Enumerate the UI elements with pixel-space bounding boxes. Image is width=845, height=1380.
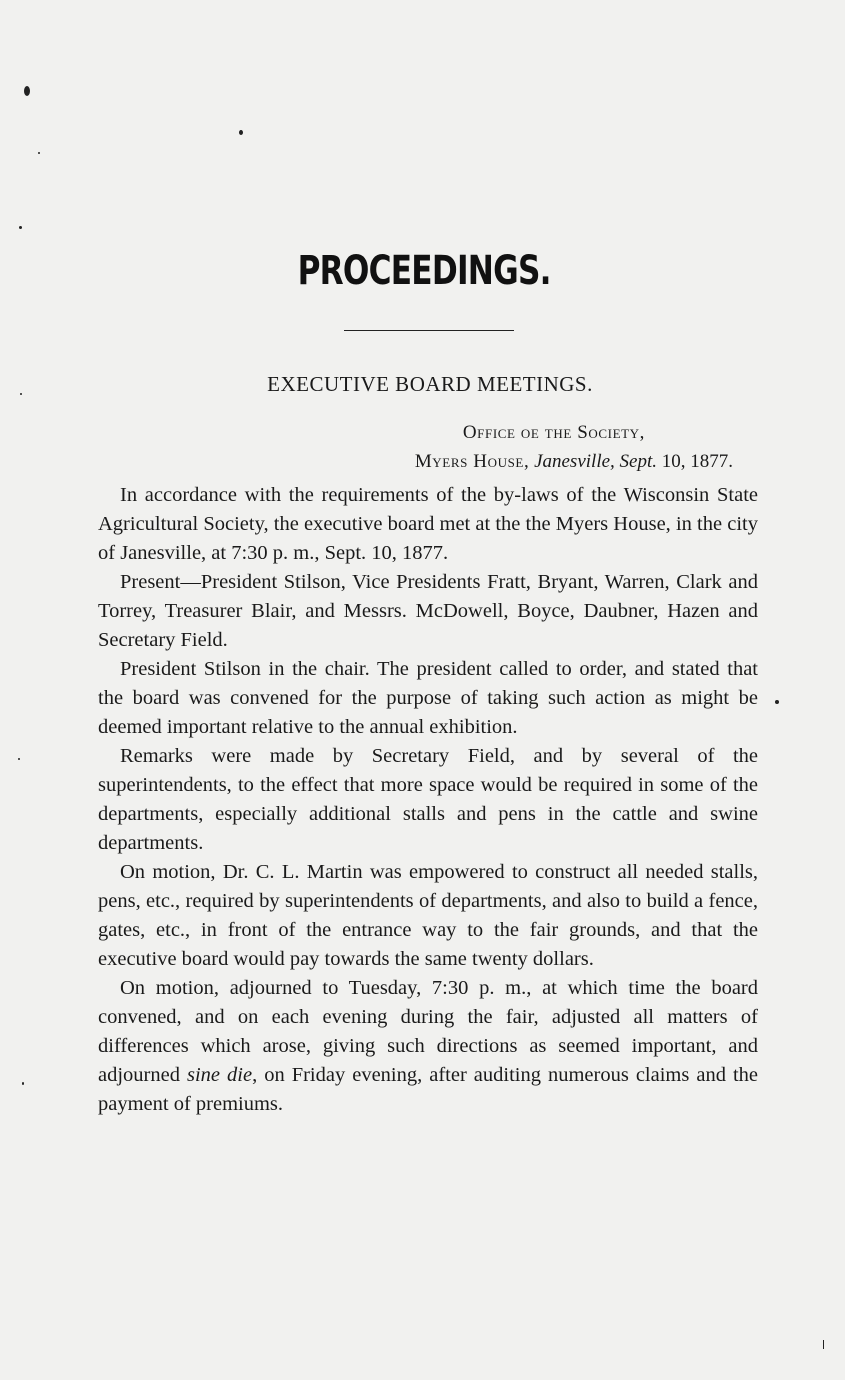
scan-speck — [18, 758, 20, 760]
title-divider — [344, 330, 514, 331]
scan-speck — [24, 86, 30, 96]
paragraph: On motion, Dr. C. L. Martin was empowered to construct all needed stalls, pens, etc., required by superintendents of departments, and also to build a fence, gates, etc., in front of the entrance way to the fair grounds, and that the executive board would pay towards the same twenty dollars. — [98, 861, 758, 970]
scan-speck — [19, 226, 22, 229]
scan-speck — [823, 1340, 824, 1349]
date-rest: 10, 1877. — [657, 451, 733, 472]
scan-speck — [22, 1082, 24, 1085]
paragraph-last-text: On motion, adjourned to Tuesday, 7:30 p. m., at which time the board convened, and on each evening during the fair, adjusted all matters of differences which arose, giving such directions as seemed important, and adjourned — [98, 977, 758, 1086]
month-name: Sept. — [619, 451, 657, 472]
page-title: PROCEEDINGS. — [297, 248, 551, 294]
scan-speck — [38, 152, 40, 154]
place-name: Janesville, — [534, 451, 615, 472]
paragraph: President Stilson in the chair. The president called to order, and stated that the board was convened for the purpose of taking such action as might be deemed important relative to the annual exhibition. — [98, 658, 758, 738]
paragraph: Present—President Stilson, Vice Presidents Fratt, Bryant, Warren, Clark and Torrey, Treasurer Blair, and Messrs. McDowell, Boyce, Daubner, Hazen and Secretary Field. — [98, 571, 758, 651]
house-label: Myers House, — [414, 451, 530, 472]
dateline-office — [463, 422, 645, 444]
latin-phrase: sine die — [186, 1064, 253, 1086]
section-heading: EXECUTIVE BOARD MEETINGS. — [267, 372, 593, 396]
paragraph: Remarks were made by Secretary Field, and by several of the superintendents, to the effect that more space would be required in some of the departments, especially additional stalls and pens in the cattle and swine departments. — [98, 745, 758, 854]
office-label: Office oe the Society, — [462, 422, 645, 443]
scan-speck — [239, 130, 243, 135]
body-text — [98, 481, 758, 1119]
paragraph: In accordance with the requirements of the by-laws of the Wisconsin State Agricultural Society, the executive board met at the the Myers House, in the city of Janesville, at 7:30 p. m., Sept. 10, 1877. — [98, 484, 758, 564]
dateline-place — [415, 451, 733, 473]
paragraph-last-end: , on Friday evening, after auditing numerous claims and the payment of premiums. — [98, 1064, 758, 1115]
scan-speck — [775, 700, 779, 704]
paragraph-last — [98, 974, 758, 1119]
